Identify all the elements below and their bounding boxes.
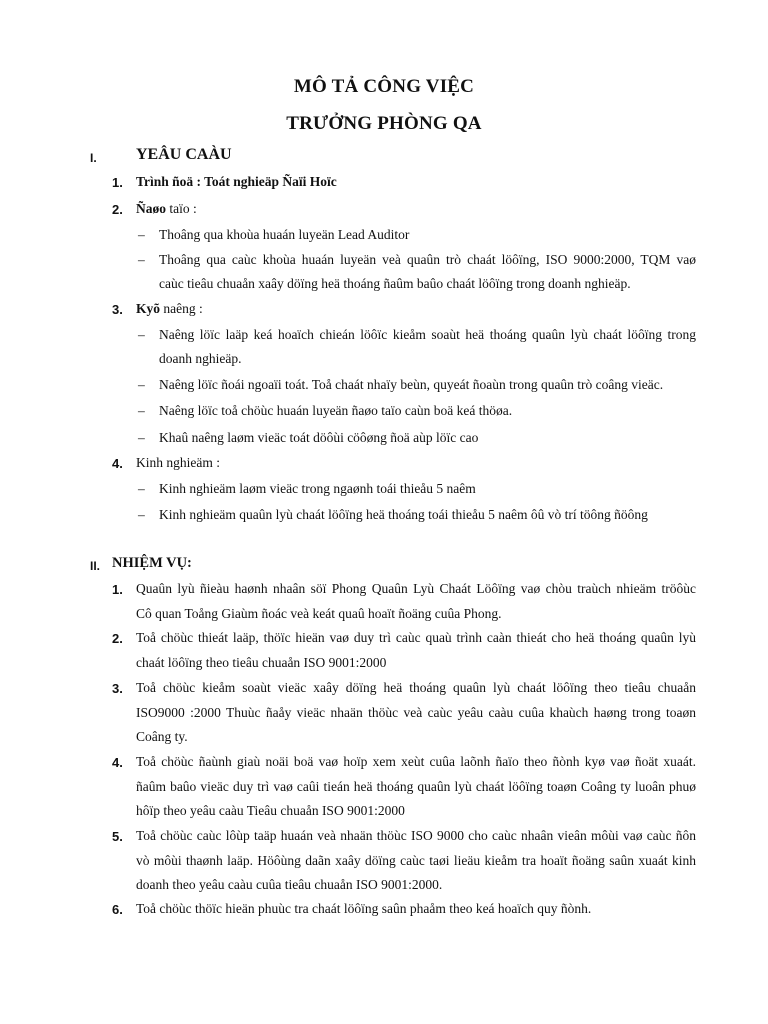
- dash-bullet: –: [138, 227, 145, 242]
- item-text: Toå chöùc caùc lôùp taäp huaán veà nhaän thöùc ISO 9000 cho caùc nhaân vieân môùi vaø caùc ñôn: [136, 828, 696, 843]
- item-text-continued: chaát löôïng theo tieâu chuaån ISO 9001:2000: [136, 655, 387, 670]
- bullet-text: Kinh nghieäm quaûn lyù chaát löôïng heä thoáng toái thieåu 5 naêm ôû vò trí töông ñöông: [159, 507, 648, 522]
- item-text: Toå chöùc thieát laäp, thöïc hieän vaø duy trì caùc quaù trình caàn thieát cho heä thoáng quaûn lyù: [136, 630, 696, 645]
- item-number: 3.: [112, 302, 123, 317]
- bullet-text-continued: doanh nghieäp.: [159, 351, 242, 366]
- item-number: 1.: [112, 582, 123, 597]
- bullet-text-continued: caùc tieâu chuaån xaây döïng heä thoáng ñaûm baûo chaát löôïng trong doanh nghieäp.: [159, 276, 631, 291]
- item-number: 4.: [112, 456, 123, 471]
- item-number: 5.: [112, 829, 123, 844]
- item-label: Kyõ: [136, 301, 161, 316]
- section-title: NHIỆM VỤ:: [112, 555, 192, 571]
- item-text-continued: vò môùi thaønh laäp. Höôùng daãn xaây döïng caùc taøi lieäu kieåm tra hoaït ñoäng saûn xuaát kinh: [136, 853, 696, 868]
- item-number: 2.: [112, 202, 123, 217]
- item-number: 1.: [112, 175, 123, 190]
- bullet-text: Thoâng qua caùc khoùa huaán luyeän veà quaûn trò chaát löôïng, ISO 9000:2000, TQM vaø: [159, 252, 696, 267]
- item-number: 4.: [112, 755, 123, 770]
- section-number: II.: [90, 559, 101, 573]
- section-title: YEÂU CAÀU: [136, 146, 232, 163]
- item-text-continued: Coâng ty.: [136, 729, 188, 744]
- dash-bullet: –: [138, 481, 145, 496]
- item-text-continued: Cô quan Toång Giaùm ñoác veà keát quaû hoaït ñoäng cuûa Phong.: [136, 606, 502, 621]
- dash-bullet: –: [138, 252, 145, 267]
- dash-bullet: –: [138, 377, 145, 392]
- bullet-text: Kinh nghieäm laøm vieäc trong ngaønh toái thieåu 5 naêm: [159, 481, 476, 496]
- item-label-rest: naêng :: [160, 301, 203, 316]
- item-text: [136, 301, 696, 317]
- item-text-continued: ISO9000 :2000 Thuùc ñaåy vieäc nhaän thöùc veà caùc yeâu caàu cuûa khaùch haøng trong toaøn: [136, 705, 696, 720]
- item-number: 2.: [112, 631, 123, 646]
- dash-bullet: –: [138, 403, 145, 418]
- section-number: I.: [90, 151, 97, 165]
- item-text-continued: doanh theo yeâu caàu cuûa tieâu chuaån ISO 9001:2000.: [136, 877, 443, 892]
- item-text: Kinh nghieäm :: [136, 455, 220, 470]
- item-text: Toå chöùc ñaùnh giaù noäi boä vaø hoïp xem xeùt cuûa laõnh ñaïo theo ñònh kyø vaø ñoät xuaát.: [136, 754, 696, 769]
- item-text: Trình ñoä : Toát nghieäp Ñaïi Hoïc: [136, 174, 337, 189]
- dash-bullet: –: [138, 430, 145, 445]
- item-text: Quaûn lyù ñieàu haønh nhaân söï Phong Quaûn Lyù Chaát Löôïng vaø chòu traùch nhieäm tröôùc: [136, 581, 696, 596]
- item-number: 3.: [112, 681, 123, 696]
- dash-bullet: –: [138, 507, 145, 522]
- page-title: MÔ TẢ CÔNG VIỆC: [293, 76, 475, 97]
- item-text: [136, 201, 696, 217]
- item-label: Ñaøo: [136, 201, 166, 216]
- item-text-continued: hôïp theo yeâu caàu Tieâu chuaån ISO 9001:2000: [136, 803, 405, 818]
- bullet-text: Naêng löïc toå chöùc huaán luyeän ñaøo taïo caùn boä keá thöøa.: [159, 403, 513, 418]
- item-text: Toå chöùc thöïc hieän phuùc tra chaát löôïng saûn phaåm theo keá hoaïch quy ñònh.: [136, 901, 592, 916]
- item-text-continued: ñaûm baûo vieäc duy trì vaø caûi tieán heä thoáng quaûn lyù chaát löôïng toaøn Coâng ty luoân phuø: [136, 779, 696, 794]
- bullet-text: Khaû naêng laøm vieäc toát döôùi cöôøng ñoä aùp löïc cao: [159, 430, 479, 445]
- item-text: Toå chöùc kieåm soaùt vieäc xaây döïng heä thoáng quaûn lyù chaát löôïng theo tieâu chuaån: [136, 680, 696, 695]
- bullet-text: Naêng löïc ñoái ngoaïi toát. Toå chaát nhaïy beùn, quyeát ñoaùn trong quaûn trò coâng vieäc.: [159, 377, 664, 392]
- item-number: 6.: [112, 902, 123, 917]
- page-subtitle: TRƯỞNG PHÒNG QA: [286, 113, 482, 134]
- bullet-text: Thoâng qua khoùa huaán luyeän Lead Auditor: [159, 227, 410, 242]
- bullet-text: Naêng löïc laäp keá hoaïch chieán löôïc kieåm soaùt heä thoáng quaûn lyù chaát löôïng trong: [159, 327, 696, 342]
- dash-bullet: –: [138, 327, 145, 342]
- item-label-rest: taïo :: [166, 201, 197, 216]
